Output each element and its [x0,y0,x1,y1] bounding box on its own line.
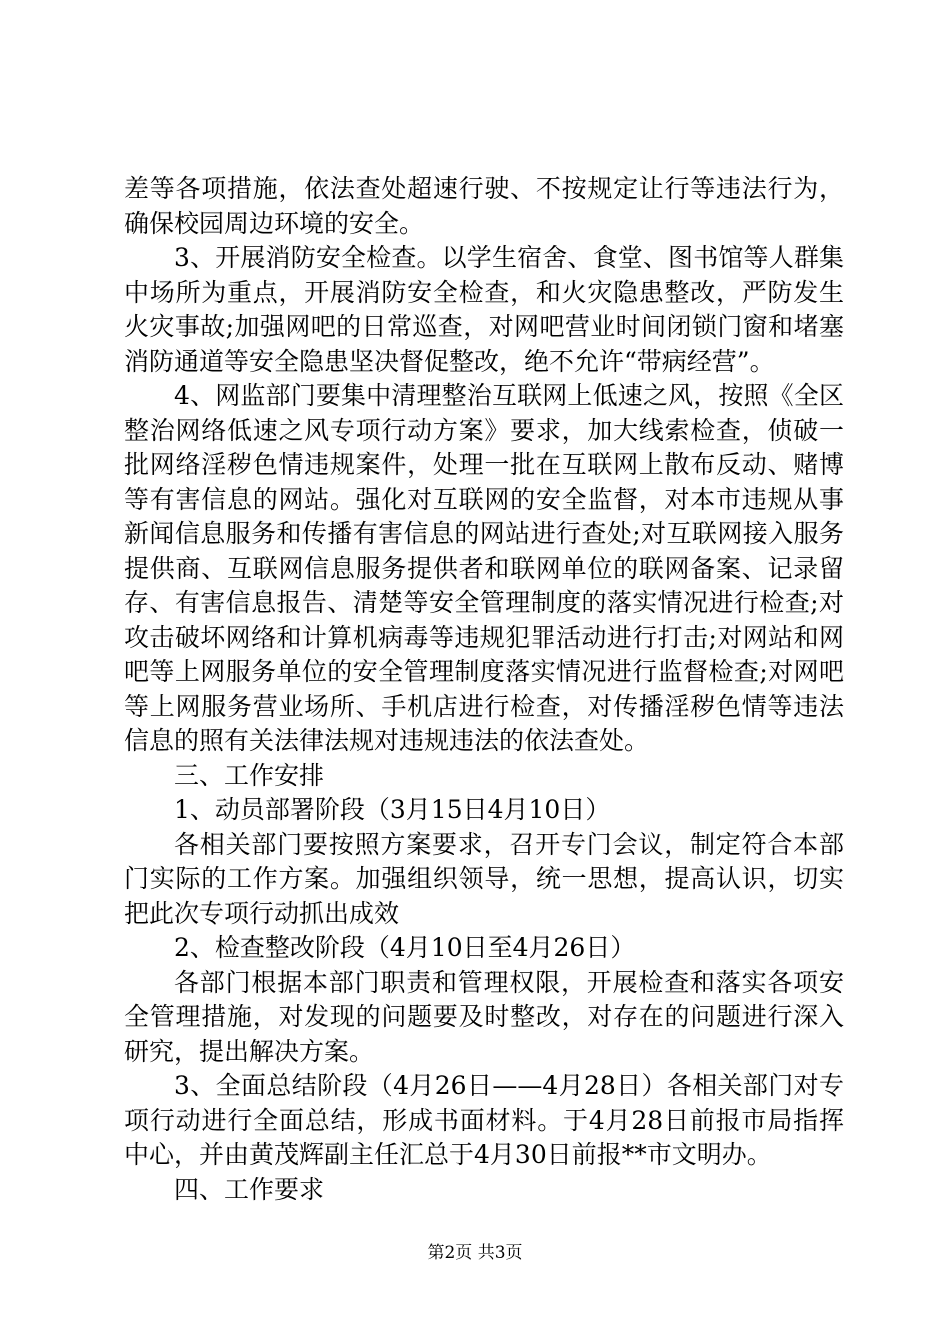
paragraph-summary-stage: 3、全面总结阶段（4月26日——4月28日）各相关部门对专项行动进行全面总结，形成书面材料。于4月28日前报市局指挥中心，并由黄茂辉副主任汇总于4月30日前报**市文明办。 [124,1071,844,1169]
page-number-footer: 第2页 共3页 [427,1243,523,1263]
stage-heading-mobilization: 1、动员部署阶段（3月15日4月10日） [174,795,611,824]
paragraph-fire-safety: 3、开展消防安全检查。以学生宿舍、食堂、图书馆等人群集中场所为重点，开展消防安全检查，和火灾隐患整改，严防发生火灾事故;加强网吧的日常巡查，对网吧营业时间闭锁门窗和堵塞消防通道等安全隐患坚决督促整改，绝不允许“带病经营”。 [124,243,844,376]
paragraph-continuation: 差等各项措施，依法查处超速行驶、不按规定让行等违法行为，确保校园周边环境的安全。 [124,174,844,238]
paragraph-inspection: 各部门根据本部门职责和管理权限，开展检查和落实各项安全管理措施，对发现的问题要及时整改，对存在的问题进行深入研究，提出解决方案。 [124,967,844,1066]
paragraph-mobilization: 各相关部门要按照方案要求，召开专门会议，制定符合本部门实际的工作方案。加强组织领导，统一思想，提高认识，切实把此次专项行动抓出成效 [124,829,844,928]
stage-heading-inspection: 2、检查整改阶段（4月10日至4月26日） [174,933,636,962]
paragraph-internet-supervision: 4、网监部门要集中清理整治互联网上低速之风，按照《全区整治网络低速之风专项行动方案》要求，加大线索检查，侦破一批网络淫秽色情违规案件，处理一批在互联网上散布反动、赌博等有害信息的网站。强化对互联网的安全监督，对本市违规从事新闻信息服务和传播有害信息的网站进行查处;对互联网接入服务提供商、互联网信息服务提供者和联网单位的联网备案、记录留存、有害信息报告、清楚等安全管理制度的落实情况进行检查;对攻击破坏网络和计算机病毒等违规犯罪活动进行打击;对网站和网吧等上网服务单位的安全管理制度落实情况进行监督检查;对网吧等上网服务营业场所、手机店进行检查，对传播淫秽色情等违法信息的照有关法律法规对违规违法的依法查处。 [124,381,844,755]
document-body [124,172,844,1207]
section-heading-work-requirements: 四、工作要求 [174,1174,325,1204]
section-heading-work-arrangement: 三、工作安排 [174,760,325,790]
